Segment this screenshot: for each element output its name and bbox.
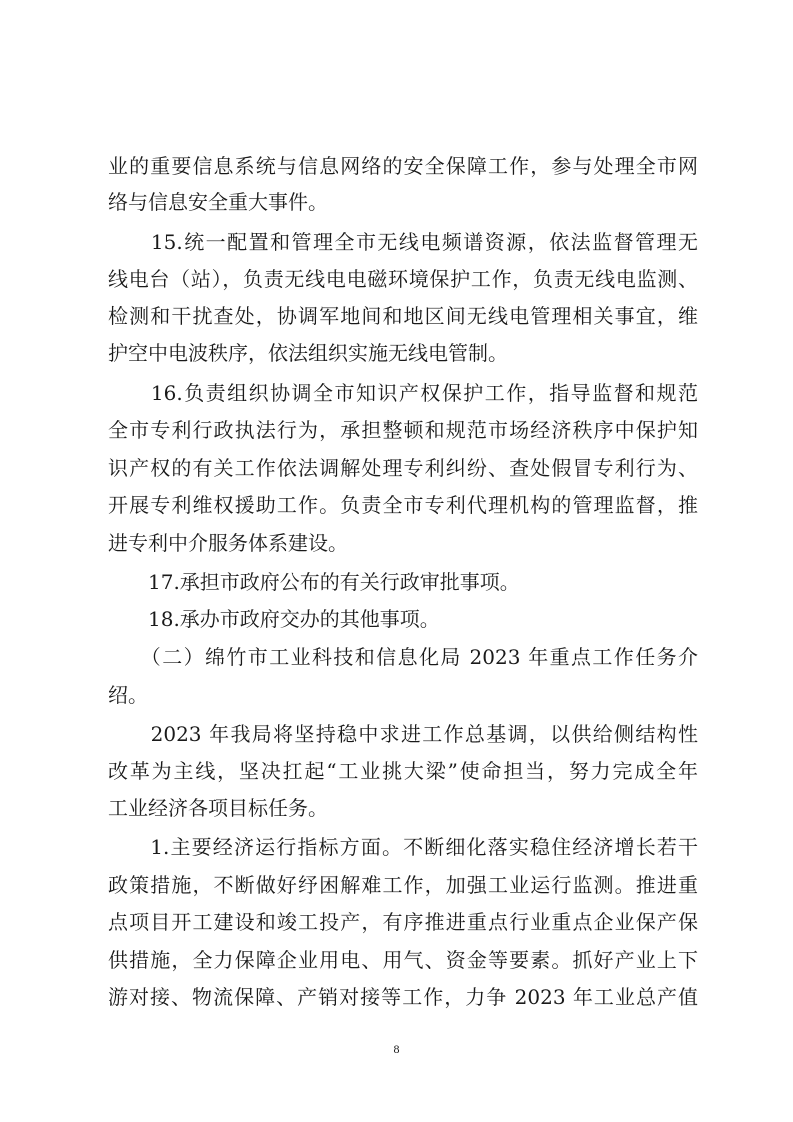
body-text-line: 识产权的有关工作依法调解处理专利纠纷、查处假冒专利行为、 [108,456,698,480]
body-text-line: 改革为主线，坚决扛起“工业挑大梁”使命担当，努力完成全年 [108,759,698,783]
body-text-line: 全市专利行政执法行为，承担整顿和规范市场经济秩序中保护知 [108,418,698,442]
section-heading-line: 绍。 [108,683,148,707]
body-text-line: 开展专利维权援助工作。负责全市专利代理机构的管理监督，推 [108,493,698,517]
body-text-line: 点项目开工建设和竣工投产，有序推进重点行业重点企业保产保 [108,910,698,934]
body-text-line: 供措施，全力保障企业用电、用气、资金等要素。抓好产业上下 [108,948,698,972]
body-text-line: 工业经济各项目标任务。 [108,796,328,820]
body-text-line: 业的重要信息系统与信息网络的安全保障工作，参与处理全市网 [108,154,698,178]
body-text-line: 政策措施，不断做好纾困解难工作，加强工业运行监测。推进重 [108,873,698,897]
body-text-line: 线电台（站），负责无线电电磁环境保护工作，负责无线电监测、 [108,267,698,291]
page-number: 8 [393,1042,400,1056]
body-text-line: 15.统一配置和管理全市无线电频谱资源，依法监督管理无 [108,230,698,254]
body-text-line: 2023 年我局将坚持稳中求进工作总基调，以供给侧结构性 [108,722,698,746]
body-text-line: 18.承办市政府交办的其他事项。 [108,607,440,631]
body-text-line: 17.承担市政府公布的有关行政审批事项。 [108,570,520,594]
body-text-line: 16.负责组织协调全市知识产权保护工作，指导监督和规范 [108,381,698,405]
body-text-line: 进专利中介服务体系建设。 [108,531,348,555]
body-text-line: 络与信息安全重大事件。 [108,190,328,214]
section-heading-line: （二）绵竹市工业科技和信息化局 2023 年重点工作任务介 [108,645,698,669]
body-text-line: 检测和干扰查处，协调军地间和地区间无线电管理相关事宜，维 [108,304,698,328]
body-text-line: 护空中电波秩序，依法组织实施无线电管制。 [108,341,508,365]
body-text-line: 1.主要经济运行指标方面。不断细化落实稳住经济增长若干 [108,835,698,859]
body-text-line: 游对接、物流保障、产销对接等工作，力争 2023 年工业总产值 [108,985,698,1009]
